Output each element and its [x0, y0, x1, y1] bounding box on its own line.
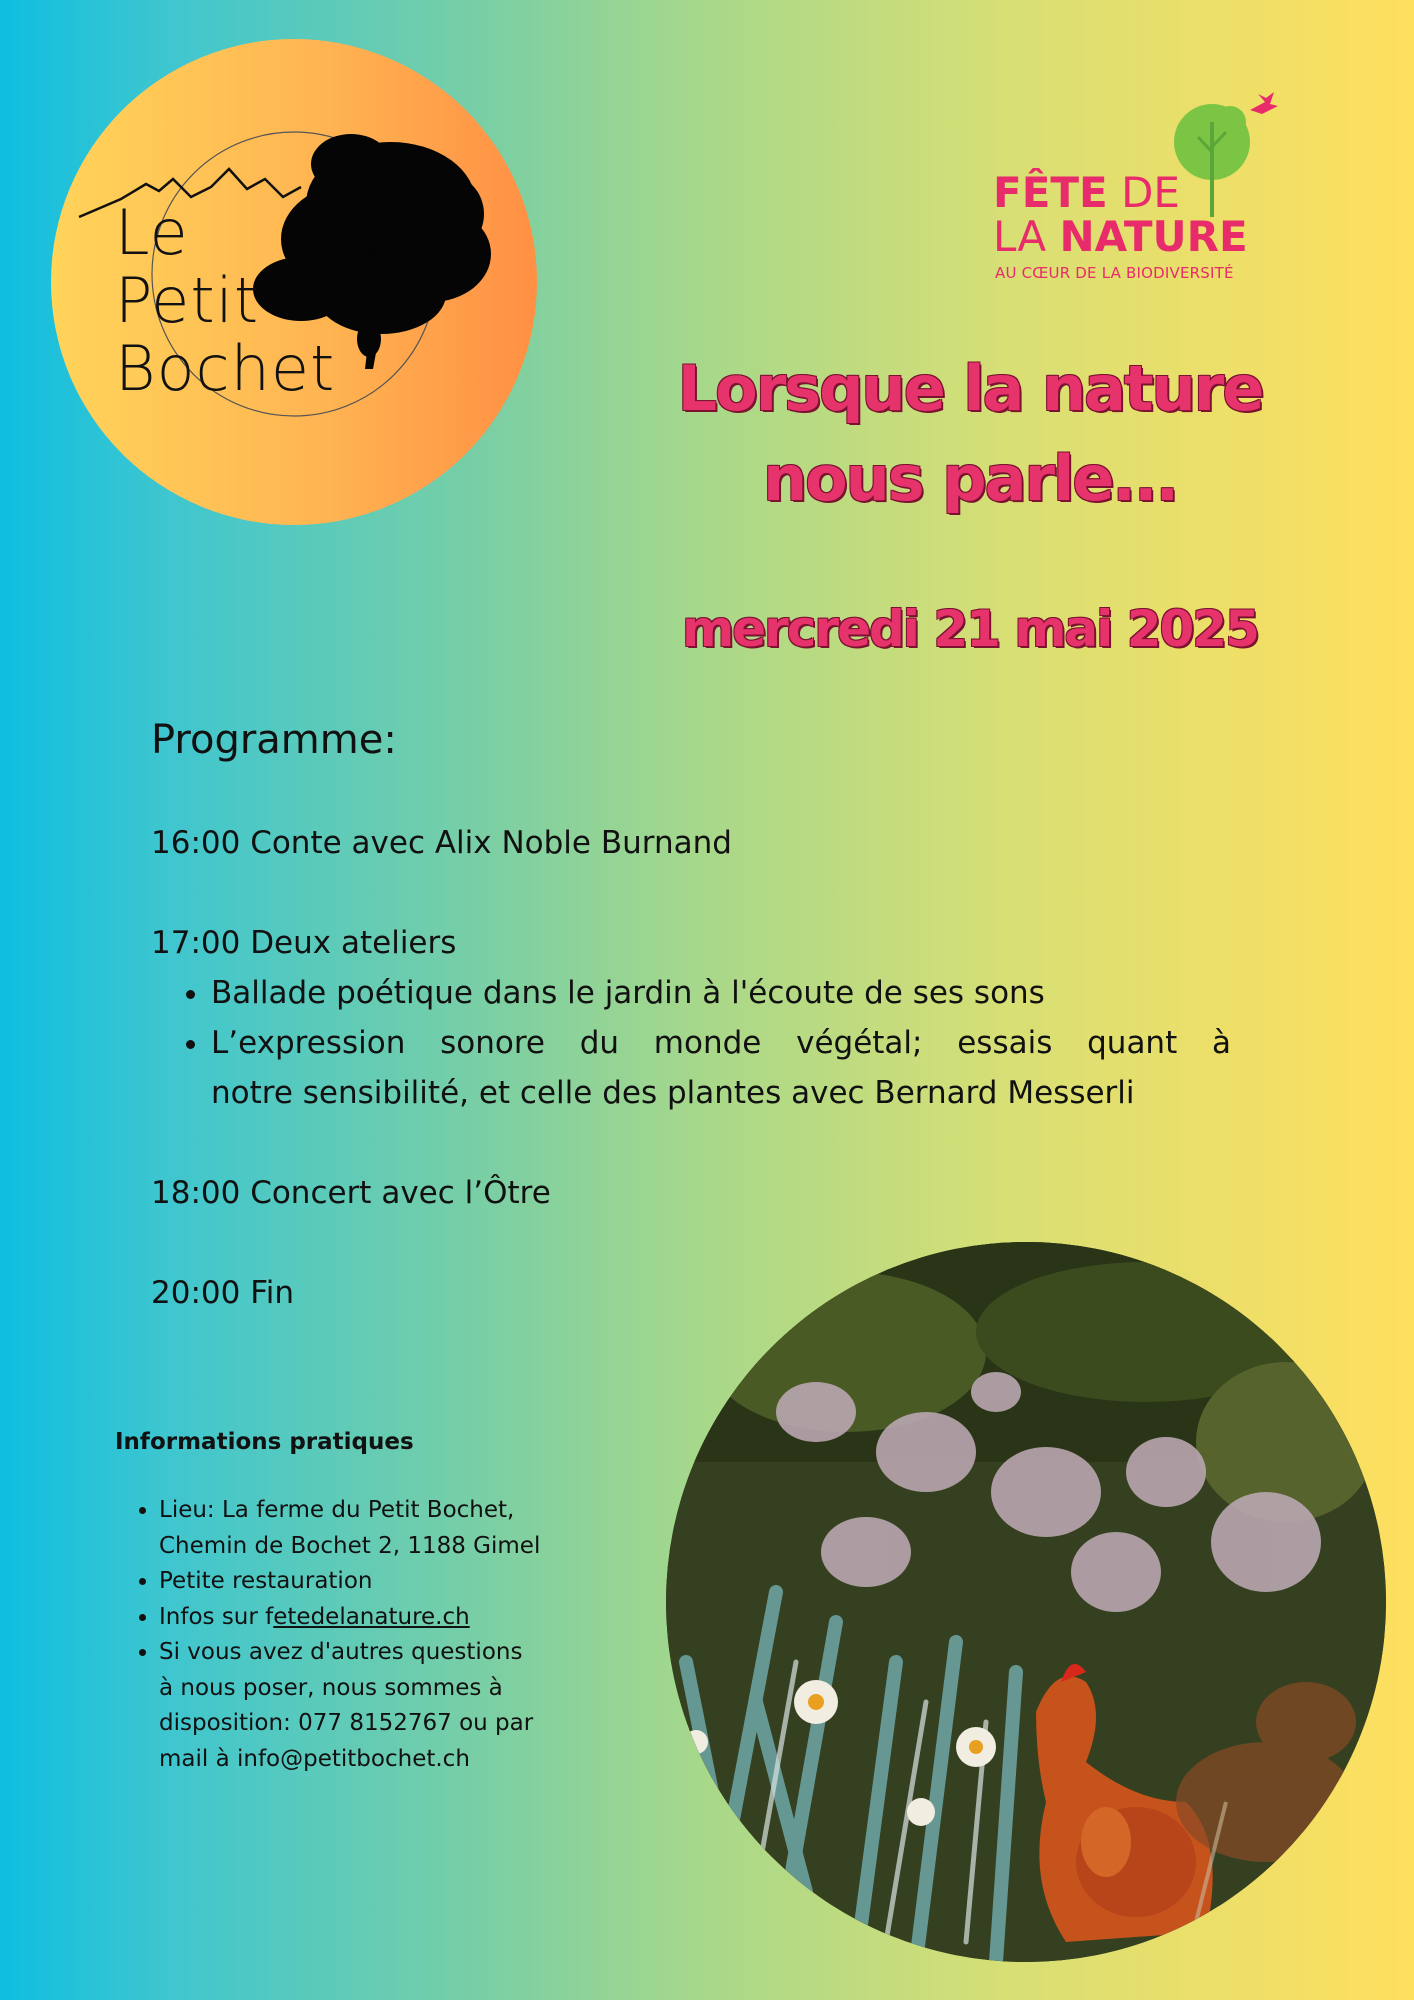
- workshop-text: Ballade poétique dans le jardin à l'écoute de ses sons: [211, 975, 1045, 1011]
- fete-line-2: [993, 214, 1248, 260]
- info-text: à nous poser, nous sommes à: [159, 1674, 503, 1701]
- le-petit-bochet-logo: [51, 39, 537, 525]
- programme-title: Programme:: [151, 717, 397, 763]
- programme-item: 16:00 Conte avec Alix Noble Burnand: [151, 825, 732, 861]
- fete-bold: NATURE: [1059, 212, 1248, 261]
- info-text: • Lieu: La ferme du Petit Bochet,: [159, 1497, 515, 1523]
- event-headline: [640, 344, 1300, 524]
- fete-tagline: AU CŒUR DE LA BIODIVERSITÉ: [995, 264, 1234, 282]
- workshop-text: • L’expression sonore du monde végétal; essais quant à: [211, 1025, 1231, 1061]
- headline-line: Lorsque la nature: [677, 352, 1263, 425]
- info-item: [159, 1493, 635, 1564]
- practical-info: [115, 1425, 635, 1777]
- painted-garden-image: [666, 1242, 1386, 1962]
- programme-item: 20:00 Fin: [151, 1275, 295, 1311]
- info-text: disposition: 077 8152767 ou par: [159, 1710, 534, 1736]
- website-link[interactable]: etedelanature.ch: [273, 1603, 470, 1630]
- workshop-list: [151, 968, 1241, 1118]
- logo-line: Petit: [115, 264, 260, 337]
- tree-bird-icon: [1170, 92, 1280, 222]
- fete-line-1: [993, 170, 1180, 216]
- logo-line: Bochet: [115, 332, 336, 405]
- info-text: Chemin de Bochet 2, 1188 Gimel: [159, 1532, 541, 1559]
- workshop-item: [211, 1018, 1231, 1118]
- info-item: [159, 1635, 635, 1777]
- fete-bold: FÊTE: [993, 168, 1108, 217]
- programme-section: [151, 712, 1241, 1318]
- info-item: [159, 1564, 635, 1600]
- workshop-item: [211, 968, 1241, 1018]
- fete-light: DE: [1107, 168, 1180, 217]
- info-text: mail à info@petitbochet.ch: [159, 1745, 470, 1772]
- info-item: [159, 1600, 635, 1636]
- fete-light: LA: [993, 212, 1060, 261]
- info-text: • Petite restauration: [159, 1568, 373, 1594]
- event-date: mercredi 21 mai 2025: [682, 600, 1258, 658]
- headline-line: nous parle...: [762, 442, 1178, 515]
- info-text: [159, 1600, 635, 1636]
- fete-de-la-nature-logo: [990, 92, 1280, 292]
- logo-line: Le: [115, 196, 189, 269]
- programme-item: 17:00 Deux ateliers: [151, 925, 457, 961]
- info-title: Informations pratiques: [115, 1429, 414, 1455]
- info-text: • Si vous avez d'autres questions: [159, 1639, 523, 1665]
- programme-item: 18:00 Concert avec l’Ôtre: [151, 1175, 551, 1211]
- garden-hen-photo: [666, 1242, 1386, 1962]
- info-prefix: Infos sur f: [159, 1603, 274, 1630]
- logo-wordmark: [115, 196, 336, 405]
- workshop-text: notre sensibilité, et celle des plantes avec Bernard Messerli: [211, 1075, 1135, 1111]
- info-list: [115, 1493, 635, 1777]
